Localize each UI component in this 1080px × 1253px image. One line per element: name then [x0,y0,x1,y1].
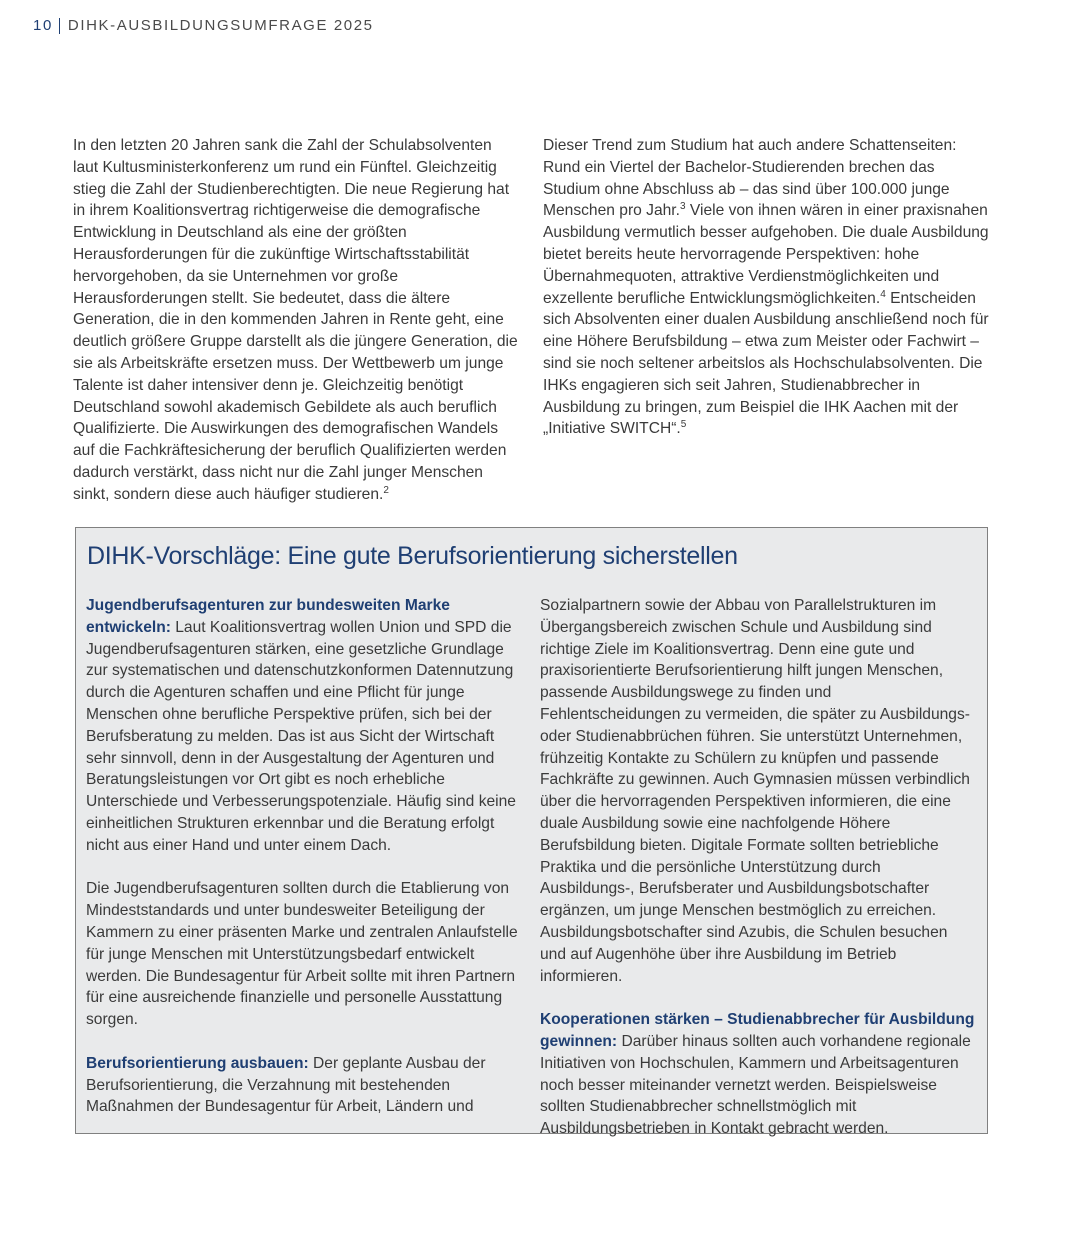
intro-right-text-2: Viele von ihnen wären in einer praxisnahen Ausbildung vermutlich besser aufgehoben. Die duale Ausbildung bietet bereits heute hervorragende Perspektiven: hohe Übernahmequoten, attraktive Verdienstmöglichkeiten und exzellente berufliche Entwicklungsmöglichkeiten. [543,202,989,307]
box-paragraph [86,595,522,857]
box-title: DIHK-Vorschläge: Eine gute Berufsorientierung sicherstellen [87,542,738,570]
paragraph-text: Darüber hinaus sollten auch vorhandene regionale Initiativen von Hochschulen, Kammern und Arbeitsagenturen noch besser miteinander vernetzt werden. Beispielsweise sollten Studienabbrecher schnellstmöglich mit Ausbildungsbetrieben in Kontakt gebracht werden. [540,1032,971,1138]
paragraph-heading: Jugendberufsagenturen zur bundesweiten Marke entwickeln: [86,597,450,636]
footnote-ref-3: 3 [679,201,686,213]
intro-column-right [543,135,989,440]
header-divider [59,18,60,34]
publication-title: DIHK-AUSBILDUNGSUMFRAGE 2025 [67,17,374,34]
box-column-right [540,595,976,1140]
paragraph-text: Die Jugendberufsagenturen sollten durch die Etablierung von Mindeststandards und unter bundesweiter Beteiligung der Kammern zu einer präsenten Marke und zentralen Anlaufstelle für junge Menschen mit Unterstützungsbedarf entwickelt werden. Die Bundesagentur für Arbeit sollte mit ihren Partnern für eine ausreichende finanzielle und personelle Ausstattung sorgen. [86,880,518,1029]
box-paragraph [86,1053,522,1118]
box-column-left [86,595,522,1118]
intro-column-left [73,135,519,506]
page-number: 10 [33,17,53,34]
paragraph-heading: Kooperationen stärken – Studienabbrecher für Ausbildung gewinnen: [540,1011,975,1050]
intro-paragraph-left [73,135,519,506]
box-paragraph [86,878,522,1031]
proposals-box [75,527,988,1138]
intro-right-text-1: Dieser Trend zum Studium hat auch andere Schattenseiten: Rund ein Viertel der Bachelor-Studierenden brechen das Studium ohne Abschluss ab – das sind über 100.000 junge Menschen pro Jahr. [543,137,957,220]
intro-left-text: In den letzten 20 Jahren sank die Zahl der Schulabsolventen laut Kultusministerkonferenz um rund ein Fünftel. Gleichzeitig stieg die Zahl der Studienberechtigten. Die neue Regierung hat in ihrem Koalitionsvertrag richtigerweise die demografische Entwicklung in Deutschland als eine der größten Herausforderungen für die zukünftige Wirtschaftsstabilität hervorgehoben, da sie Unternehmen vor große Herausforderungen stellt. Sie bedeutet, dass die ältere Generation, die in den kommenden Jahren in Rente geht, eine deutlich größere Gruppe darstellt als die jüngere Generation, die sie als Arbeitskräfte ersetzen muss. Der Wettbewerb um junge Talente ist daher intensiver denn je. Gleichzeitig benötigt Deutschland sowohl akademisch Gebildete als auch beruflich Qualifizierte. Die Auswirkungen des demografischen Wandels auf die Fachkräftesicherung der beruflich Qualifizierten werden dadurch verstärkt, dass nicht nur die Zahl junger Menschen sinkt, sondern diese auch häufiger studieren. [73,137,518,503]
box-paragraph [540,1009,976,1140]
paragraph-heading: Berufsorientierung ausbauen: [86,1054,309,1072]
running-header [33,17,374,34]
footnote-ref-4: 4 [880,288,886,300]
intro-right-text-3: Entscheiden sich Absolventen einer dualen Ausbildung anschließend noch für eine Höhere Berufsbildung – etwa zum Meister oder Fachwirt – sind sie noch seltener arbeitslos als Hochschulabsolventen. Die IHKs engagieren sich seit Jahren, Studienabbrecher in Ausbildung zu bringen, zum Beispiel die IHK Aachen mit der „Initiative SWITCH“. [543,289,989,438]
intro-paragraph-right [543,135,989,440]
paragraph-text: Der geplante Ausbau der Berufsorientierung, die Verzahnung mit bestehenden Maßnahmen der Bundesagentur für Arbeit, Ländern und [86,1054,486,1116]
footnote-ref-2: 2 [383,484,389,496]
footnote-ref-5: 5 [680,419,687,431]
paragraph-text: Laut Koalitionsvertrag wollen Union und SPD die Jugendberufsagenturen stärken, eine gesetzliche Grundlage zur systematischen und datenschutzkonformen Datennutzung durch die Agenturen schaffen und eine Pflicht für junge Menschen ohne berufliche Perspektive prüfen, sich bei der Berufsberatung zu melden. Das ist aus Sicht der Wirtschaft sehr sinnvoll, denn in der Ausgestaltung der Agenturen und Beratungsleistungen vor Ort gibt es noch erhebliche Unterschiede und Verbesserungspotenziale. Häufig sind keine einheitlichen Strukturen erkennbar und die Beratung erfolgt nicht aus einer Hand und unter einem Dach. [86,618,516,854]
paragraph-text: Sozialpartnern sowie der Abbau von Parallelstrukturen im Übergangsbereich zwischen Schule und Ausbildung sind richtige Ziele im Koalitionsvertrag. Denn eine gute und praxisorientierte Berufsorientierung hilft jungen Menschen, passende Ausbildungswege zu finden und Fehlentscheidungen zu vermeiden, die später zu Ausbildungs- oder Studienabbrüchen führen. Sie unterstützt Unternehmen, frühzeitig Kontakte zu Schülern zu knüpfen und passende Fachkräfte zu gewinnen. Auch Gymnasien müssen verbindlich über die hervorragenden Perspektiven informieren, die eine duale Ausbildung sowie eine nachfolgende Höhere Berufsbildung bieten. Digitale Formate sollten betriebliche Praktika und die persönliche Unterstützung durch Ausbildungs-, Berufsberater und Ausbildungsbotschafter ergänzen, um junge Menschen bestmöglich zu erreichen. Ausbildungsbotschafter sind Azubis, die Schulen besuchen und auf Augenhöhe über ihre Ausbildung im Betrieb informieren. [540,597,970,985]
box-paragraph [540,595,976,987]
